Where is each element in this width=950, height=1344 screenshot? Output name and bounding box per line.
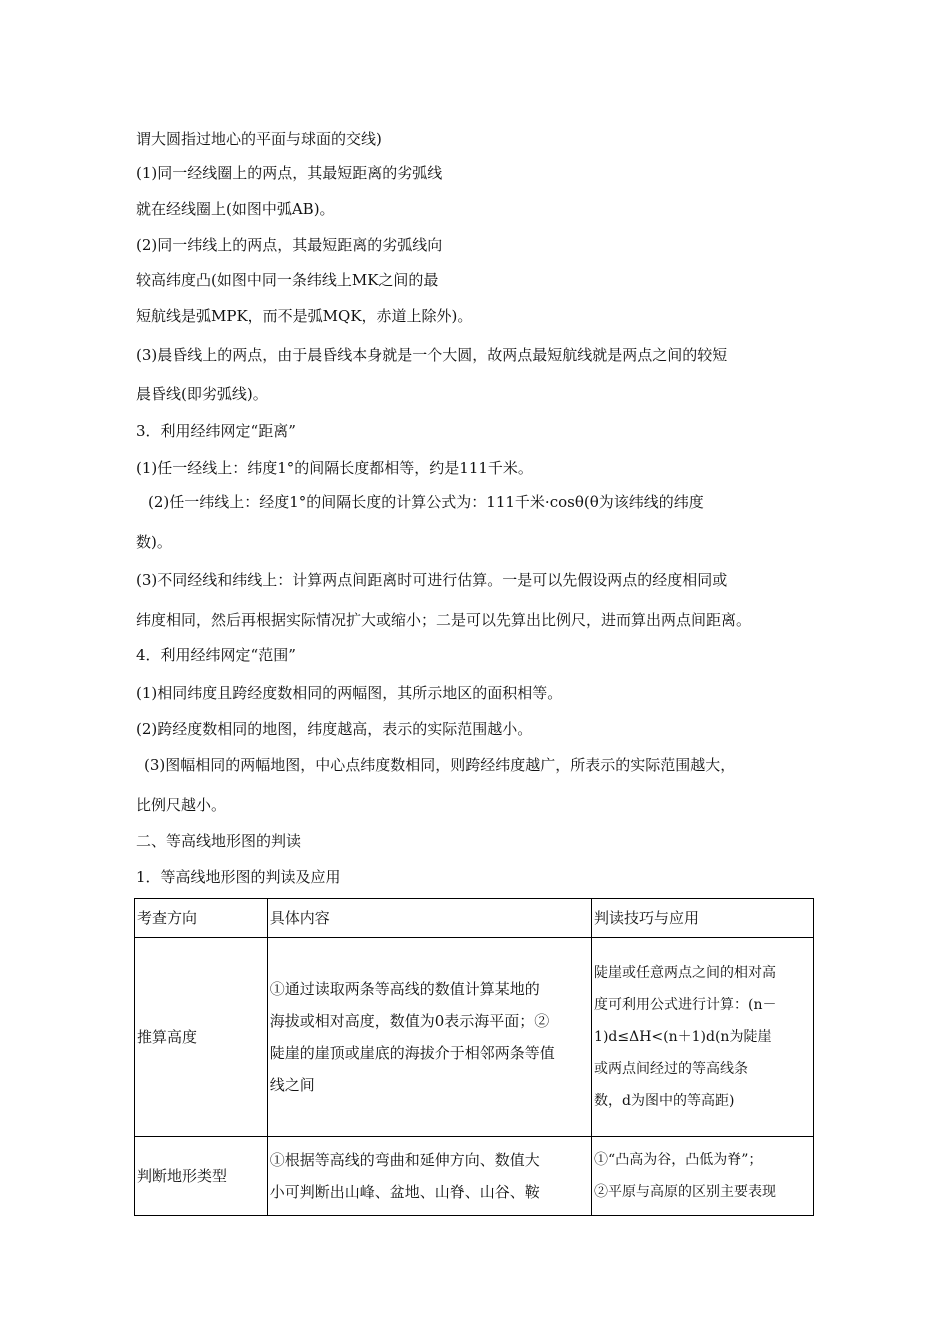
cell-line: ①根据等高线的弯曲和延伸方向、数值大	[269, 1151, 540, 1169]
text-line: (3)不同经线和纬线上：计算两点间距离时可进行估算。一是可以先假设两点的经度相同或	[136, 571, 728, 589]
cell-line: 海拔或相对高度，数值为0表示海平面；②	[269, 1012, 550, 1030]
text-line: (1)任一经线上：纬度1°的间隔长度都相等，约是111千米。	[136, 459, 533, 477]
text-line: (2)任一纬线上：经度1°的间隔长度的计算公式为：111千米·cosθ(θ为该纬线的纬度	[148, 493, 704, 511]
text-line: 数)。	[136, 533, 172, 551]
cell-line: 度可利用公式进行计算：(n－	[594, 997, 777, 1013]
table-row	[135, 1137, 814, 1216]
text-line: 较高纬度凸(如图中同一条纬线上MK之间的最	[136, 271, 439, 289]
cell-line: ①通过读取两条等高线的数值计算某地的	[269, 980, 540, 998]
text-line: (1)相同纬度且跨经度数相同的两幅图，其所示地区的面积相等。	[136, 684, 563, 702]
text-line: 比例尺越小。	[136, 796, 227, 814]
text-line: (1)同一经线圈上的两点，其最短距离的劣弧线	[136, 164, 443, 182]
text-line: 短航线是弧MPK，而不是弧MQK，赤道上除外)。	[136, 307, 473, 325]
text-line: 就在经线圈上(如图中弧AB)。	[136, 200, 335, 218]
cell-line: 1)d≤ΔH<(n＋1)d(n为陡崖	[594, 1029, 772, 1045]
table-cell-content	[267, 938, 591, 1137]
cell-line: 线之间	[269, 1076, 315, 1094]
text-line: (3)晨昏线上的两点，由于晨昏线本身就是一个大圆，故两点最短航线就是两点之间的较短	[136, 346, 728, 364]
table-cell-technique	[592, 1137, 814, 1216]
text-line: 晨昏线(即劣弧线)。	[136, 385, 268, 403]
cell-line: 陡崖或任意两点之间的相对高	[594, 965, 777, 981]
table-header-cell: 考查方向	[135, 899, 268, 938]
cell-line: ①“凸高为谷，凸低为脊”；	[594, 1152, 763, 1168]
cell-line: ②平原与高原的区别主要表现	[594, 1184, 777, 1200]
text-line: (3)图幅相同的两幅地图，中心点纬度数相同，则跨经纬度越广，所表示的实际范围越大，	[144, 756, 736, 774]
table-row	[135, 938, 814, 1137]
section-heading: 3．利用经纬网定“距离”	[136, 422, 296, 440]
table-cell-content	[267, 1137, 591, 1216]
text-line: 纬度相同，然后再根据实际情况扩大或缩小；二是可以先算出比例尺，进而算出两点间距离。	[136, 611, 752, 629]
section-heading: 4．利用经纬网定“范围”	[136, 646, 296, 664]
text-line: (2)跨经度数相同的地图，纬度越高，表示的实际范围越小。	[136, 720, 533, 738]
table-cell-direction: 推算高度	[135, 938, 268, 1137]
table-cell-direction: 判断地形类型	[135, 1137, 268, 1216]
cell-line: 数，d为图中的等高距)	[594, 1093, 735, 1109]
contour-map-table	[134, 898, 814, 1216]
cell-line: 小可判断出山峰、盆地、山脊、山谷、鞍	[269, 1183, 540, 1201]
section-heading: 1．等高线地形图的判读及应用	[136, 868, 341, 886]
table-cell-technique	[592, 938, 814, 1137]
table-header-cell: 具体内容	[267, 899, 591, 938]
cell-line: 陡崖的崖顶或崖底的海拔介于相邻两条等值	[269, 1044, 555, 1062]
cell-line: 或两点间经过的等高线条	[594, 1061, 749, 1077]
text-line: (2)同一纬线上的两点，其最短距离的劣弧线向	[136, 236, 443, 254]
text-line: 谓大圆指过地心的平面与球面的交线)	[136, 130, 382, 148]
section-heading: 二、等高线地形图的判读	[136, 832, 302, 850]
table-header-row	[135, 899, 814, 938]
table-header-cell: 判读技巧与应用	[592, 899, 814, 938]
